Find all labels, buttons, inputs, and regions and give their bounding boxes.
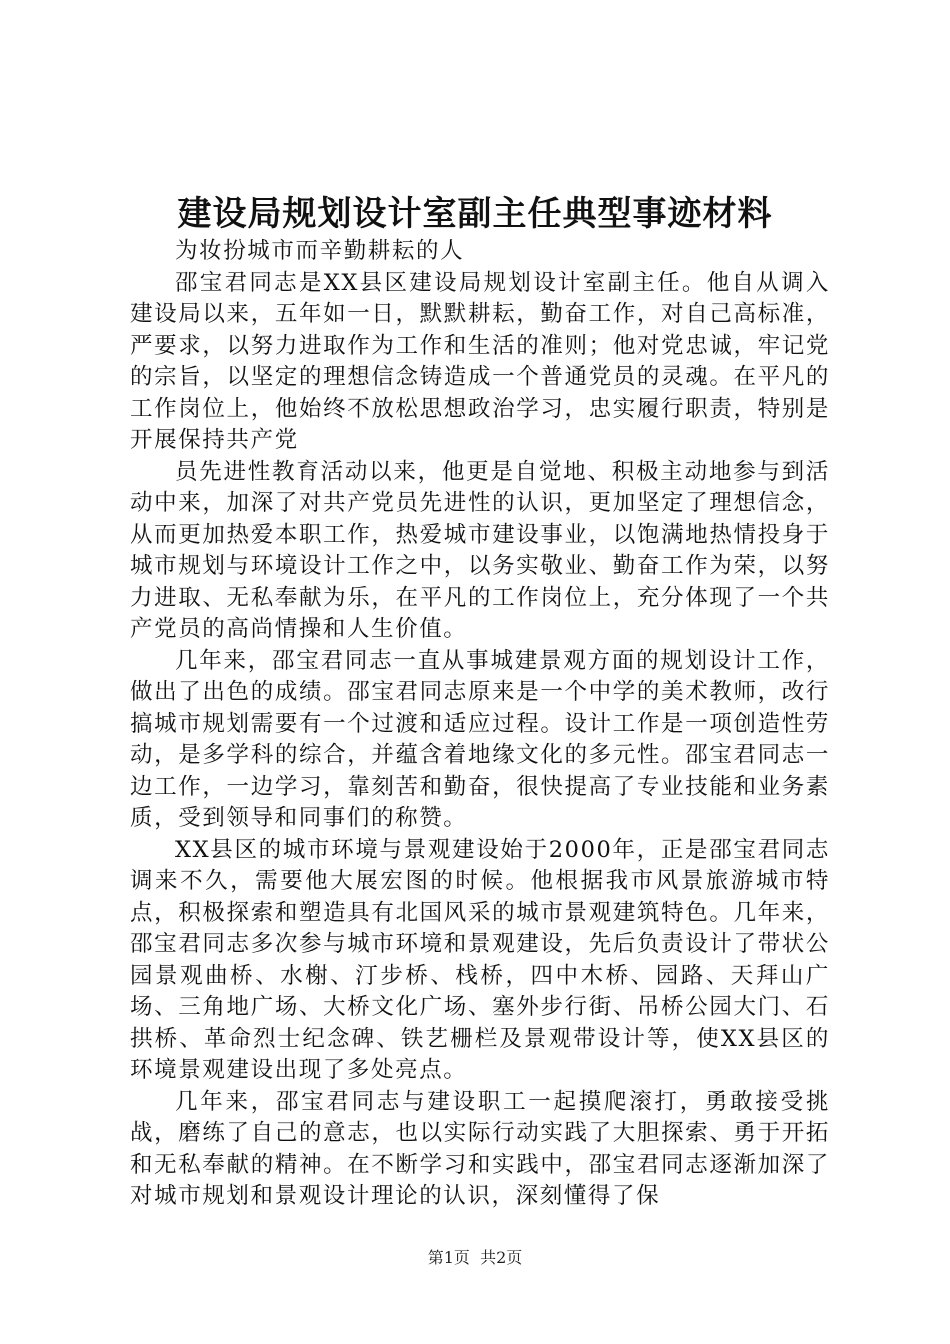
- page-total: 共2页: [480, 1248, 523, 1267]
- page-number: 第1页: [427, 1248, 470, 1267]
- document-body: [130, 236, 830, 1213]
- document-subtitle: 为妆扮城市而辛勤耕耘的人: [175, 238, 465, 264]
- paragraph: XX县区的城市环境与景观建设始于2000年，正是邵宝君同志调来不久，需要他大展宏图的时候。他根据我市风景旅游城市特点，积极探索和塑造具有北国风采的城市景观建筑特色。几年来，邵宝君同志多次参与城市环境和景观建设，先后负责设计了带状公园景观曲桥、水榭、汀步桥、栈桥，四中木桥、园路、天拜山广场、三角地广场、大桥文化广场、塞外步行街、吊桥公园大门、石拱桥、革命烈士纪念碑、铁艺栅栏及景观带设计等，使XX县区的环境景观建设出现了多处亮点。: [130, 836, 830, 1083]
- paragraph: 邵宝君同志是XX县区建设局规划设计室副主任。他自从调入建设局以来，五年如一日，默默耕耘，勤奋工作，对自己高标准，严要求，以努力进取作为工作和生活的准则；他对党忠诚，牢记党的宗旨，以坚定的理想信念铸造成一个普通党员的灵魂。在平凡的工作岗位上，他始终不放松思想政治学习，忠实履行职责，特别是开展保持共产党: [130, 269, 830, 453]
- page-footer: [0, 1245, 950, 1268]
- paragraph: 几年来，邵宝君同志与建设职工一起摸爬滚打，勇敢接受挑战，磨练了自己的意志，也以实际行动实践了大胆探索、勇于开拓和无私奉献的精神。在不断学习和实践中，邵宝君同志逐渐加深了对城市规划和景观设计理论的认识，深刻懂得了保: [130, 1088, 830, 1209]
- paragraph: 几年来，邵宝君同志一直从事城建景观方面的规划设计工作，做出了出色的成绩。邵宝君同志原来是一个中学的美术教师，改行搞城市规划需要有一个过渡和适应过程。设计工作是一项创造性劳动，是多学科的综合，并蕴含着地缘文化的多元性。邵宝君同志一边工作，一边学习，靠刻苦和勤奋，很快提高了专业技能和业务素质，受到领导和同事们的称赞。: [130, 647, 830, 831]
- paragraph: 员先进性教育活动以来，他更是自觉地、积极主动地参与到活动中来，加深了对共产党员先进性的认识，更加坚定了理想信念，从而更加热爱本职工作，热爱城市建设事业，以饱满地热情投身于城市规划与环境设计工作之中，以务实敬业、勤奋工作为荣，以努力进取、无私奉献为乐，在平凡的工作岗位上，充分体现了一个共产党员的高尚情操和人生价值。: [130, 458, 830, 642]
- document-title: 建设局规划设计室副主任典型事迹材料: [177, 194, 773, 234]
